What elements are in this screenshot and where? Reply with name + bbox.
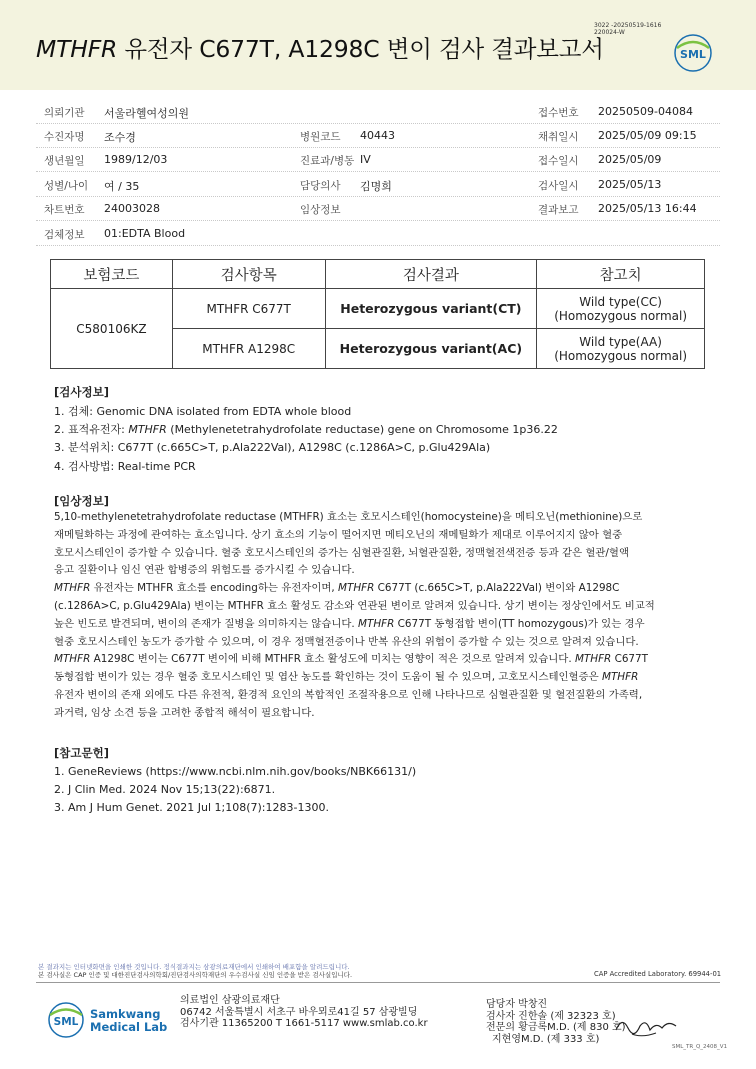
lab-brand-name: Samkwang Medical Lab bbox=[90, 1007, 168, 1034]
svg-text:SML: SML bbox=[680, 48, 706, 61]
receipt-no-label: 접수번호 bbox=[538, 107, 579, 119]
dept-value: IV bbox=[360, 153, 371, 166]
doctor-value: 김명희 bbox=[360, 180, 392, 193]
reference-item: 2. J Clin Med. 2024 Nov 15;13(22):6871. bbox=[54, 783, 276, 796]
specimen-value: 01:EDTA Blood bbox=[104, 227, 186, 240]
test-info-line: 4. 검사방법: Real-time PCR bbox=[54, 460, 196, 473]
dob-label: 생년월일 bbox=[44, 155, 85, 167]
footer-divider bbox=[36, 982, 720, 983]
test-item: MTHFR C677T bbox=[172, 289, 325, 329]
column-header: 참고치 bbox=[537, 260, 705, 289]
reference-item: 3. Am J Hum Genet. 2021 Jul 1;108(7):1283-1300. bbox=[54, 801, 329, 814]
document-code: 3022 -20250519-1616 220024-W bbox=[594, 22, 662, 36]
report-title: MTHFR 유전자 C677T, A1298C 변이 검사 결과보고서 bbox=[36, 35, 604, 63]
column-header: 검사결과 bbox=[325, 260, 537, 289]
row-divider bbox=[36, 220, 720, 221]
sml-logo-icon bbox=[672, 32, 714, 74]
staff-list: 담당자 박창진 검사자 진한솔 (제 32323 호) 전문의 황금록M.D. (제 830 호) 지현영M.D. (제 333 호) bbox=[486, 999, 626, 1045]
reference-item: 1. GeneReviews (https://www.ncbi.nlm.nih.gov/books/NBK66131/) bbox=[54, 765, 417, 778]
report-header bbox=[0, 0, 756, 90]
test-info-line: 2. 표적유전자: MTHFR (Methylenetetrahydrofolate reductase) gene on Chromosome 1p36.22 bbox=[54, 423, 558, 436]
column-header: 검사항목 bbox=[172, 260, 325, 289]
collection-label: 채취일시 bbox=[538, 131, 579, 143]
reference-value: Wild type(CC) (Homozygous normal) bbox=[537, 289, 705, 329]
column-header: 보험코드 bbox=[51, 260, 173, 289]
row-divider bbox=[36, 245, 720, 246]
hospital-code-value: 40443 bbox=[360, 129, 395, 142]
sex-age-label: 성별/나이 bbox=[44, 180, 89, 192]
test-result: Heterozygous variant(AC) bbox=[325, 329, 537, 369]
test-info-title: [검사정보] bbox=[54, 385, 109, 399]
signature-icon bbox=[612, 1012, 682, 1040]
report-value: 2025/05/13 16:44 bbox=[598, 202, 697, 215]
certification-notice: 본 검사실은 CAP 인증 및 대한진단검사의학회/진단검사의학재단의 우수검사실 신임 인증을 받은 검사실입니다. bbox=[38, 971, 353, 979]
row-divider bbox=[36, 147, 720, 148]
sex-age-value: 여 / 35 bbox=[104, 180, 140, 193]
row-divider bbox=[36, 123, 720, 124]
name-label: 수진자명 bbox=[44, 131, 85, 143]
sml-footer-logo-icon bbox=[46, 1000, 86, 1040]
test-info-line: 3. 분석위치: C677T (c.665C>T, p.Ala222Val), A1298C (c.1286A>C, p.Glu429Ala) bbox=[54, 441, 491, 454]
test-info-line: 1. 검체: Genomic DNA isolated from EDTA whole blood bbox=[54, 405, 352, 418]
receipt-date-label: 접수일시 bbox=[538, 155, 579, 167]
specimen-label: 검체정보 bbox=[44, 229, 85, 241]
receipt-no-value: 20250509-04084 bbox=[598, 105, 693, 118]
chart-label: 차트번호 bbox=[44, 204, 85, 216]
table-header-row bbox=[51, 260, 705, 289]
test-date-label: 검사일시 bbox=[538, 180, 579, 192]
table-row bbox=[51, 289, 705, 329]
hospital-code-label: 병원코드 bbox=[300, 131, 341, 143]
references-title: [참고문헌] bbox=[54, 746, 109, 760]
insurance-code: C580106KZ bbox=[51, 289, 173, 369]
row-divider bbox=[36, 171, 720, 172]
lab-address: 의료법인 삼광의료재단 06742 서울특별시 서초구 바우뫼로41길 57 삼광빌딩 검사기관 11365200 T 1661-5117 www.smlab.co.kr bbox=[180, 995, 428, 1029]
form-code: SML_TR_Q_2408_V1 bbox=[672, 1044, 728, 1050]
test-result: Heterozygous variant(CT) bbox=[325, 289, 537, 329]
svg-text:SML: SML bbox=[53, 1016, 79, 1028]
collection-value: 2025/05/09 09:15 bbox=[598, 129, 697, 142]
test-item: MTHFR A1298C bbox=[172, 329, 325, 369]
cap-accreditation: CAP Accredited Laboratory. 69944-01 bbox=[594, 970, 722, 978]
print-notice: 본 결과지는 인터넷화면을 인쇄한 것입니다. 정식결과지는 삼광의료재단에서 인쇄하여 배포함을 알려드립니다. bbox=[38, 963, 350, 971]
row-divider bbox=[36, 196, 720, 197]
institution-label: 의뢰기관 bbox=[44, 107, 85, 119]
test-date-value: 2025/05/13 bbox=[598, 178, 662, 191]
reference-value: Wild type(AA) (Homozygous normal) bbox=[537, 329, 705, 369]
receipt-date-value: 2025/05/09 bbox=[598, 153, 662, 166]
dept-label: 진료과/병동 bbox=[300, 155, 355, 167]
dob-value: 1989/12/03 bbox=[104, 153, 168, 166]
clinical-info-title: [임상정보] bbox=[54, 494, 109, 508]
chart-value: 24003028 bbox=[104, 202, 160, 215]
clinical-info-body: 5,10-methylenetetrahydrofolate reductase (MTHFR) 효소는 호모시스테인(homocysteine)을 메티오닌(methionine)으로 재메틸화하는 과정에 관여하는 효소입니다. 상기 효소의 기능이 떨어지면 메티오닌의 재메틸화가 제대로 이루어지지 않아 혈중 호모시스테인이 증가할 수 있습니다. 혈중 호모시스테인의 증가는 심혈관질환, 뇌혈관질환, 정맥혈전색전증 등과 같은 혈관/혈액 응고 질환이나 임신 연관 합병증의 위험도를 증가시킬 수 있습니다. MTHFR 유전자는 MTHFR 효소를 encoding하는 유전자이며, MTHFR C677T (c.665C>T, p.Ala222Val) 변이와 A1298C (c.1286A>C, p.Glu429Ala) 변이는 MTHFR 효소 활성도 감소와 연관된 변이로 알려져 있습니다. 상기 변이는 정상인에서도 비교적 높은 빈도로 발견되며, 변이의 존재가 질병을 의미하지는 않습니다. MTHFR C677T 동형접합 변이(TT homozygous)가 있는 경우 혈중 호모시스테인 농도가 증가할 수 있으며, 이 경우 정맥혈전증이나 반복 유산의 위험이 증가할 수 있는 것으로 알려져 있습니다. MTHFR A1298C 변이는 C677T 변이에 비해 MTHFR 효소 활성도에 미치는 영향이 적은 것으로 알려져 있습니다. MTHFR C677T 동형접합 변이가 있는 경우 혈중 호모시스테인 및 엽산 농도를 확인하는 것이 도움이 될 수 있으며, 고호모시스테인혈증은 MTHFR 유전자 변이의 존재 외에도 다른 유전적, 환경적 요인의 복합적인 조절작용으로 인해 나타나므로 심혈관질환 및 혈전질환의 가족력, 과거력, 임상 소견 등을 고려한 종합적 해석이 필요합니다. bbox=[54, 511, 655, 719]
report-label: 결과보고 bbox=[538, 204, 579, 216]
results-table bbox=[50, 259, 705, 369]
name-value: 조수경 bbox=[104, 131, 136, 144]
institution-value: 서울라헬여성의원 bbox=[104, 107, 190, 120]
doctor-label: 담당의사 bbox=[300, 180, 341, 192]
clinical-label: 임상정보 bbox=[300, 204, 341, 216]
